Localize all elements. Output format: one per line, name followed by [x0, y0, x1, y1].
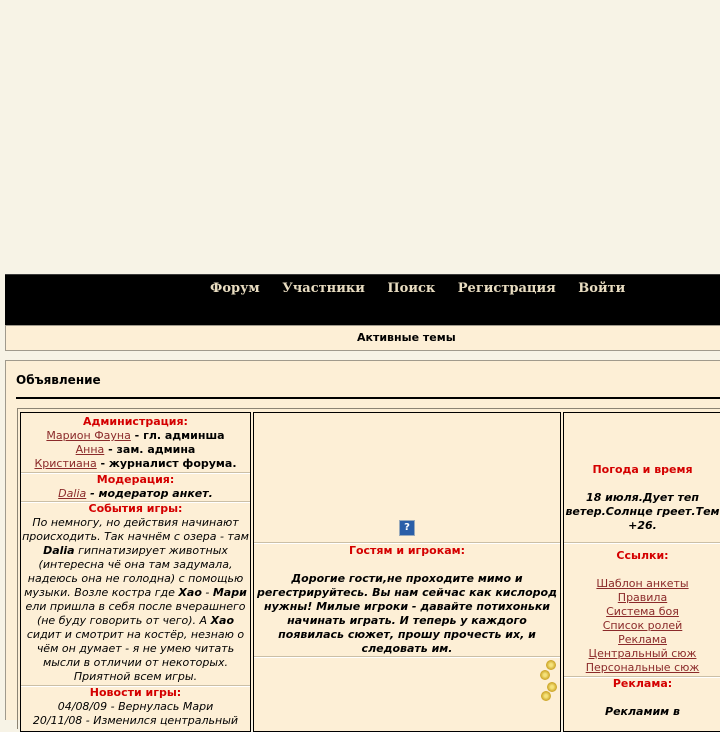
news-line: 04/08/09 - Вернулась Мари	[57, 700, 214, 713]
news-block	[21, 686, 250, 728]
guests-block	[254, 544, 560, 656]
announcement-center-column	[253, 412, 561, 732]
admin-link-anna[interactable]: Анна	[75, 443, 105, 456]
news-line: 20/11/08 - Изменился центральный	[32, 714, 239, 727]
events-line: надеюсь она не голодна) с помощью	[27, 572, 244, 585]
events-line: По немногу, но действия начинают	[32, 516, 239, 529]
events-line: мысли в отличии от некоторых.	[42, 656, 229, 669]
mod-heading: Модерация:	[96, 473, 175, 486]
ads-text: Рекламим в	[605, 705, 680, 718]
link-central-plot[interactable]: Центральный сюж	[588, 647, 697, 660]
animated-gif-icon	[538, 658, 558, 704]
events-line: Приятной всем игры.	[73, 670, 198, 683]
mod-link-dalia[interactable]: Dalia	[58, 487, 87, 500]
guests-heading: Гостям и игрокам:	[348, 544, 466, 557]
ads-heading: Реклама:	[612, 677, 673, 690]
weather-line: 18 июля.Дует теп	[586, 491, 699, 504]
guests-line: нужны! Милые игроки - давайте потихоньки	[263, 600, 551, 613]
cell-divider	[564, 542, 720, 544]
guests-line: следовать им.	[361, 642, 453, 655]
link-battle-system[interactable]: Система боя	[606, 605, 679, 618]
guests-line: Дорогие гости,не проходите мимо и	[291, 572, 523, 585]
admin-link-marion[interactable]: Марион Фауна	[46, 429, 131, 442]
events-line: чём он думает - я не умею читать	[36, 642, 235, 655]
announcement-panel	[5, 360, 720, 727]
admin-link-kristiana[interactable]: Кристиана	[34, 457, 97, 470]
admin-role: - зам. админа	[104, 443, 196, 456]
events-line: музыки. Возле костра где Хао - Мари	[24, 586, 247, 599]
events-line: (интересна чё она там задумала,	[38, 558, 233, 571]
nav-forum[interactable]: Форум	[210, 281, 260, 296]
events-line: Dalia гипнатизирует животных	[43, 544, 228, 557]
weather-line: ветер.Солнце греет.Тем	[565, 505, 720, 518]
announcement-divider	[16, 397, 720, 399]
events-line: (не буду говорить от чего). А Хао	[36, 614, 235, 627]
mod-block	[21, 473, 250, 501]
news-heading: Новости игры:	[89, 686, 182, 699]
admin-role: - журналист форума.	[96, 457, 237, 470]
nav-search[interactable]: Поиск	[387, 281, 436, 296]
admin-block	[21, 415, 250, 471]
link-personal-plots[interactable]: Персональные сюж	[585, 661, 700, 674]
events-line: происходить. Так начнём с озера - там	[22, 530, 249, 543]
announcement-left-column	[20, 412, 251, 732]
guests-line: появилась сюжет, прошу прочесть их, и	[278, 628, 536, 641]
events-line: ели пришла в себя после вчерашнего	[25, 600, 246, 613]
active-topics-bar	[5, 325, 720, 351]
help-icon[interactable]: ?	[399, 520, 415, 536]
main-navbar	[5, 274, 720, 325]
guests-line: начинать играть. И теперь у каждого	[287, 614, 527, 627]
link-anketa-template[interactable]: Шаблон анкеты	[596, 577, 689, 590]
events-heading: События игры:	[88, 502, 183, 515]
cell-divider	[254, 656, 560, 658]
ads-block	[564, 677, 720, 719]
nav-login[interactable]: Войти	[578, 281, 626, 296]
links-block	[564, 549, 720, 675]
mod-role: - модератор анкет.	[86, 487, 213, 500]
guests-line: регестрируйтесь. Вы нам сейчас как кислород	[257, 586, 557, 599]
link-advertising[interactable]: Реклама	[618, 633, 667, 646]
events-line: сидит и смотрит на костёр, незнаю о	[26, 628, 245, 641]
admin-heading: Администрация:	[83, 415, 188, 428]
admin-role: - гл. админша	[130, 429, 225, 442]
links-heading: Ссылки:	[616, 549, 669, 562]
nav-items	[210, 281, 644, 296]
nav-register[interactable]: Регистрация	[457, 281, 556, 296]
weather-block	[564, 463, 720, 533]
link-role-list[interactable]: Список ролей	[602, 619, 683, 632]
link-rules[interactable]: Правила	[617, 591, 668, 604]
active-topics-link[interactable]: Активные темы	[357, 331, 456, 344]
announcement-right-column	[563, 412, 720, 732]
weather-line: +26.	[628, 519, 657, 532]
announcement-title: Объявление	[16, 373, 101, 387]
events-block	[21, 502, 250, 684]
weather-heading: Погода и время	[592, 463, 693, 476]
nav-members[interactable]: Участники	[282, 281, 365, 296]
